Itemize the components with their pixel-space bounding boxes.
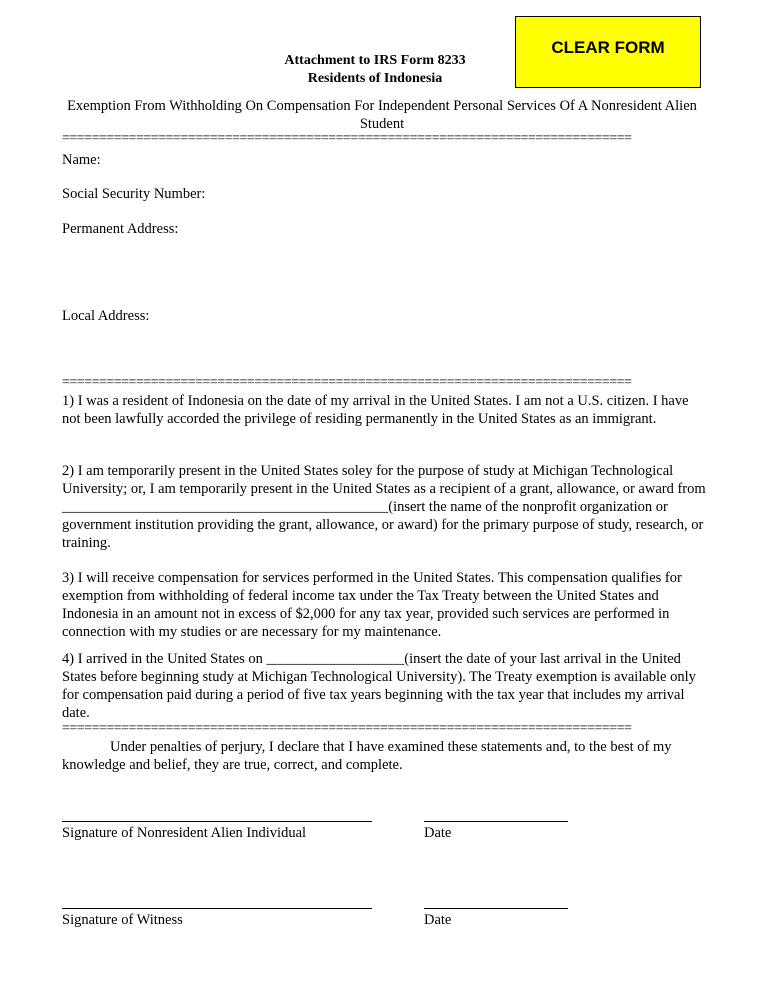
divider-rule-2: ============================================================================= bbox=[62, 376, 632, 390]
alien-signature-line[interactable] bbox=[62, 821, 372, 822]
alien-signature-label: Signature of Nonresident Alien Individual bbox=[62, 825, 307, 841]
clear-form-button[interactable]: CLEAR FORM bbox=[515, 16, 701, 88]
witness-signature-line[interactable] bbox=[62, 908, 372, 909]
form-header bbox=[180, 52, 570, 88]
date-label-2: Date bbox=[424, 912, 452, 928]
statement-3: 3) I will receive compensation for services performed in the United States. This compensation qualifies for exemption from withholding of federal income tax under the Tax Treaty between the United States and Indonesia in an amount not in excess of $2,000 for any tax year, provided such services are performed in connection with my studies or are necessary for my maintenance. bbox=[62, 570, 682, 640]
statement-1: 1) I was a resident of Indonesia on the date of my arrival in the United States. I am not a U.S. citizen. I have not been lawfully accorded the privilege of residing permanently in the United States as an immigrant. bbox=[62, 393, 689, 427]
header-line-2: Residents of Indonesia bbox=[307, 71, 443, 86]
perjury-declaration: Under penalties of perjury, I declare that I have examined these statements and, to the best of my knowledge and belief, they are true, correct, and complete. bbox=[62, 739, 672, 773]
date-label-1: Date bbox=[424, 825, 452, 841]
date-line-1[interactable] bbox=[424, 821, 568, 822]
local-address-label: Local Address: bbox=[62, 308, 150, 324]
statement-4: 4) I arrived in the United States on ___________________(insert the date of your last arrival in the United States before beginning study at Michigan Technological University). The Treaty exemption is available only for compensation paid during a period of five tax years beginning with the tax year that includes my arrival date. bbox=[62, 651, 696, 721]
ssn-label: Social Security Number: bbox=[62, 186, 206, 202]
name-label: Name: bbox=[62, 152, 101, 168]
header-line-1: Attachment to IRS Form 8233 bbox=[284, 53, 466, 68]
form-subtitle: Exemption From Withholding On Compensation For Independent Personal Services Of A Nonresident Alien Student bbox=[67, 98, 697, 132]
permanent-address-label: Permanent Address: bbox=[62, 221, 179, 237]
statement-2: 2) I am temporarily present in the United States soley for the purpose of study at Michigan Technological University; or, I am temporarily present in the United States as a recipient of a grant, allowance, or award from _____________________________________________(insert the name of the nonprofit organization or government institution providing the grant, allowance, or award) for the primary purpose of study, research, or training. bbox=[62, 463, 706, 551]
date-line-2[interactable] bbox=[424, 908, 568, 909]
divider-rule-3: ============================================================================= bbox=[62, 722, 632, 736]
witness-signature-label: Signature of Witness bbox=[62, 912, 183, 928]
divider-rule-1: ============================================================================= bbox=[62, 132, 632, 146]
